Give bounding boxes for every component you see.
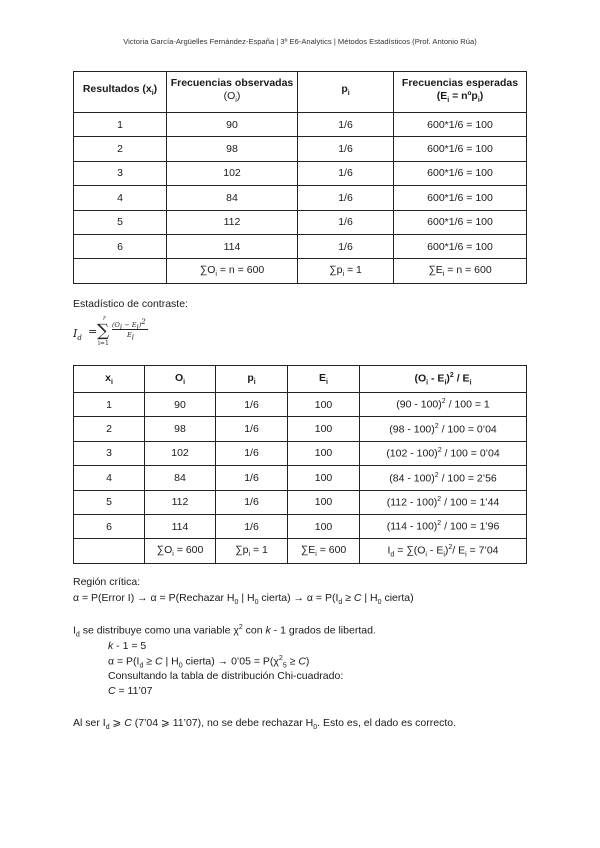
table-row (74, 186, 527, 210)
table-row (74, 417, 527, 441)
cell-x: 3 (74, 441, 145, 465)
cell-x: 1 (74, 393, 145, 417)
cell-calc: (112 - 100)$^2$ / 100 = 1’44 (360, 490, 527, 514)
table-lookup-line: Consultando la tabla de distribución Chi-cuadrado: (108, 670, 344, 682)
totals-row (74, 539, 527, 563)
header-o: $O_i$ (145, 366, 216, 393)
cell-x: 1 (74, 113, 167, 137)
total-o: $\sum O_i = n = 600$ (167, 259, 298, 283)
cell-x: 5 (74, 490, 145, 514)
total-e: $\sum E_i = 600$ (288, 539, 360, 563)
critical-region-label: Región crítica: (73, 576, 141, 588)
cell-e: 600*1/6 = 100 (394, 186, 527, 210)
table-header-row (74, 72, 527, 113)
formula-numerator: $(O_i - E_i)^2$ (112, 318, 146, 332)
cell-calc: (102 - 100)$^2$ / 100 = 0’04 (360, 441, 527, 465)
cell-o: 102 (145, 441, 216, 465)
contrast-label: Estadístico de contraste: (73, 298, 188, 310)
header-observed: Frecuencias observadas $(O_i)$ (167, 72, 298, 113)
cell-o: 98 (145, 417, 216, 441)
cell-e: 600*1/6 = 100 (394, 210, 527, 234)
cell-p: 1/6 (216, 393, 288, 417)
fraction-bar (112, 329, 148, 330)
cell-o: 90 (167, 113, 298, 137)
cell-calc: (90 - 100)$^2$ / 100 = 1 (360, 393, 527, 417)
alpha-line: $\alpha = P(I_d \ge C$ | $H_0$ cierta) → 0’05 = $P(\chi^2_5 \ge C)$ (108, 655, 310, 670)
cell-e: 100 (288, 393, 360, 417)
cell-o: 84 (167, 186, 298, 210)
cell-o: 114 (167, 234, 298, 258)
cell-o: 114 (145, 514, 216, 538)
cell-e: 100 (288, 417, 360, 441)
table-row (74, 234, 527, 258)
cell-x: 6 (74, 234, 167, 258)
total-o: $\sum O_i = 600$ (145, 539, 216, 563)
cell-e: 600*1/6 = 100 (394, 137, 527, 161)
degrees-freedom-line: k - 1 = 5 (108, 640, 147, 652)
cell-p: 1/6 (298, 210, 394, 234)
conclusion-line: Al ser $I_d$ ⩾ C (7’04 ⩾ 11’07), no se debe rechazar $H_0$. Esto es, el dado es correcto. (73, 717, 457, 732)
cell-x: 3 (74, 161, 167, 185)
cell-p: 1/6 (216, 514, 288, 538)
formula-denominator: $E_i$ (127, 331, 134, 342)
formula-id: $I_d$ (73, 327, 82, 343)
cell-p: 1/6 (216, 490, 288, 514)
total-e: $\sum E_i = n = 600$ (394, 259, 527, 283)
cell-e: 100 (288, 466, 360, 490)
header-e: $E_i$ (288, 366, 360, 393)
cell-calc: (84 - 100)$^2$ / 100 = 2’56 (360, 466, 527, 490)
cell-calc: (98 - 100)$^2$ / 100 = 0’04 (360, 417, 527, 441)
totals-row (74, 259, 527, 283)
cell-x: 6 (74, 514, 145, 538)
table-row (74, 490, 527, 514)
cell-calc: (114 - 100)$^2$ / 100 = 1’96 (360, 514, 527, 538)
cell-e: 600*1/6 = 100 (394, 234, 527, 258)
table-row (74, 393, 527, 417)
cell-o: 102 (167, 161, 298, 185)
chi-square-table (73, 365, 527, 564)
cell-x: 2 (74, 137, 167, 161)
cell-p: 1/6 (298, 234, 394, 258)
table-header-row (74, 366, 527, 393)
distribution-line: $I_d$ se distribuye como una variable $\chi^2$ con k - 1 grados de libertad. (73, 624, 376, 639)
cell-x: 4 (74, 186, 167, 210)
table-row (74, 514, 527, 538)
cell-x: 2 (74, 417, 145, 441)
cell-p: 1/6 (216, 466, 288, 490)
cell-p: 1/6 (298, 186, 394, 210)
sigma-icon: ∑ (97, 321, 110, 341)
cell-e: 100 (288, 514, 360, 538)
cell-e: 100 (288, 441, 360, 465)
table-row (74, 441, 527, 465)
header-expected: Frecuencias esperadas ($E_i$ = nºp$_i$) (394, 72, 527, 113)
cell-o: 112 (167, 210, 298, 234)
table-row (74, 466, 527, 490)
header-p: $p_i$ (216, 366, 288, 393)
total-p: $\sum p_i = 1$ (216, 539, 288, 563)
cell-p: 1/6 (216, 417, 288, 441)
critical-region-line: α = P(Error I) → α = P(Rechazar $H_0$ | $H_0$ cierta) → $\alpha = P(I_d \ge C$ | $H_0$ cierta) (73, 592, 414, 607)
cell-p: 1/6 (298, 137, 394, 161)
cell-e: 600*1/6 = 100 (394, 113, 527, 137)
frequencies-table (73, 71, 527, 284)
table-row (74, 161, 527, 185)
header-probability: $p_i$ (298, 72, 394, 113)
cell-p: 1/6 (298, 161, 394, 185)
table-row (74, 210, 527, 234)
total-p: $\sum p_i = 1$ (298, 259, 394, 283)
cell-o: 112 (145, 490, 216, 514)
header-calc: $(O_i - E_i)^2 / E_i$ (360, 366, 527, 393)
table-row (74, 113, 527, 137)
cell-x: 4 (74, 466, 145, 490)
cell-e: 600*1/6 = 100 (394, 161, 527, 185)
header-results: Resultados $(x_i)$ (74, 72, 167, 113)
cell-o: 98 (167, 137, 298, 161)
formula-lower: i=1 (98, 340, 109, 347)
formula-eq: = (88, 325, 98, 338)
header-x: $x_i$ (74, 366, 145, 393)
cell-empty (74, 539, 145, 563)
formula-upper: r (103, 315, 106, 322)
cell-o: 90 (145, 393, 216, 417)
critical-value-line: C = 11’07 (108, 685, 153, 697)
cell-empty (74, 259, 167, 283)
cell-p: 1/6 (298, 113, 394, 137)
total-calc: $I_d = \sum(O_i - E_i)^2/$ $E_i$ = 7’04 (360, 539, 527, 563)
cell-e: 100 (288, 490, 360, 514)
cell-x: 5 (74, 210, 167, 234)
document-header: Victoria García-Argüelles Fernández-España | 3º E6-Analytics | Métodos Estadísticos (Prof. Antonio Rúa) (123, 37, 477, 46)
cell-p: 1/6 (216, 441, 288, 465)
cell-o: 84 (145, 466, 216, 490)
table-row (74, 137, 527, 161)
